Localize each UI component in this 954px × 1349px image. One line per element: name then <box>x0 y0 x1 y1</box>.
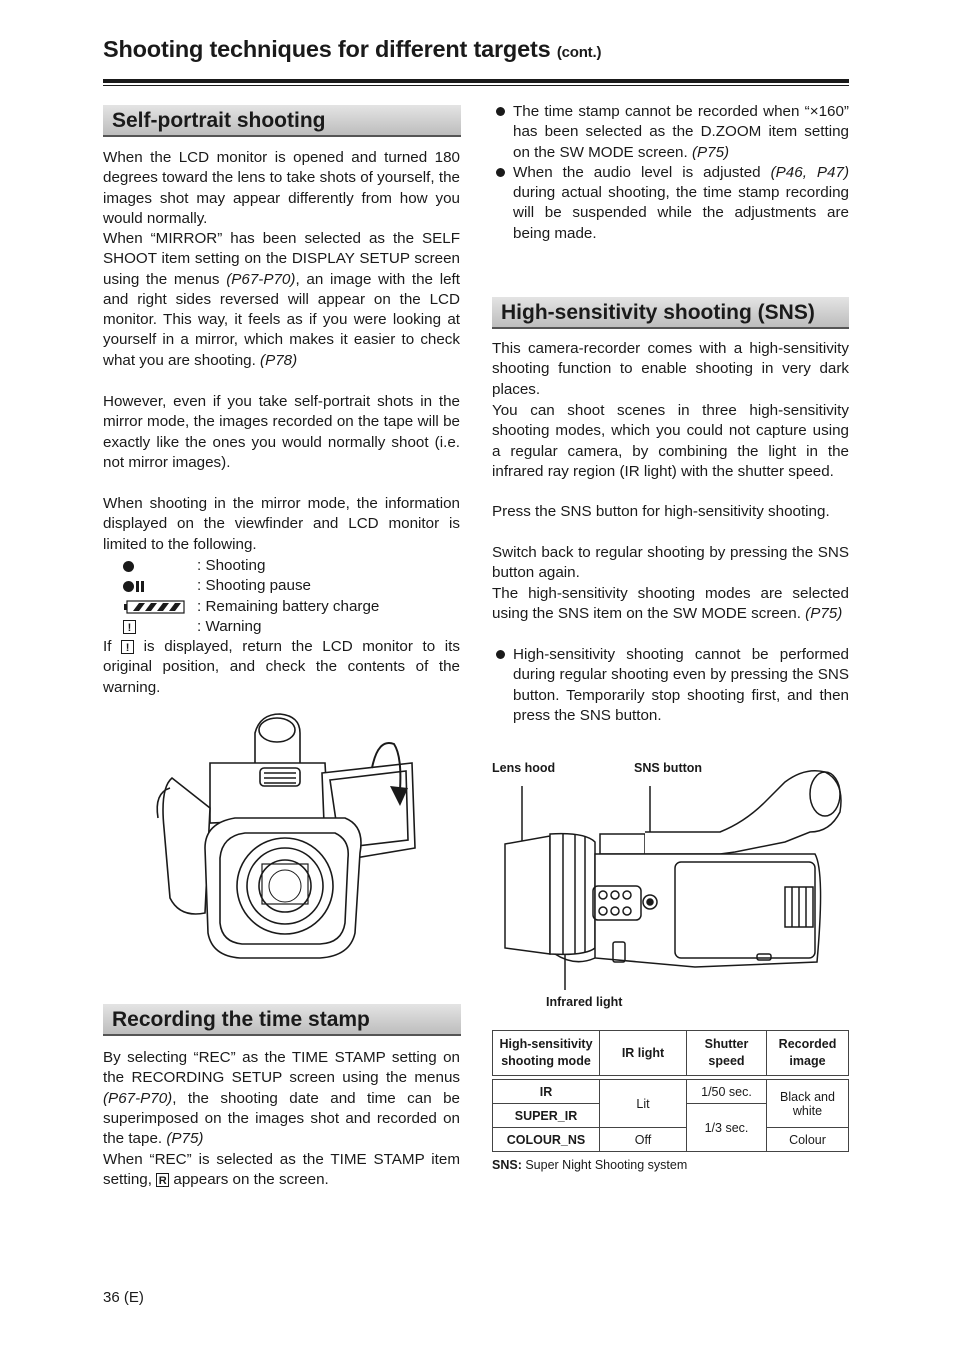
cell-image: Black and white <box>767 1080 849 1128</box>
p2-text-b: , an image with the left and right sides reversed will appear on the LCD monitor. This way, it feels as if you were looking at yourself in a mirror, which makes it easier to check what you are shooting. <box>103 270 460 369</box>
time-stamp-bullets <box>492 102 849 244</box>
self-portrait-paragraph-3: However, even if you take self-portrait shots in the mirror mode, the images recorded on the tape will be exactly like the ones you would normally shoot (i.e. not mirror images). <box>103 393 460 471</box>
col-header-shutter: Shutter speed <box>687 1031 767 1076</box>
cell-mode: SUPER_IR <box>493 1104 600 1128</box>
table-row <box>493 1128 849 1152</box>
ts-bullet2-page-ref: (P46, P47) <box>770 163 849 181</box>
icon-label-pause: : Shooting pause <box>197 577 311 595</box>
self-portrait-paragraph-4: When shooting in the mirror mode, the information displayed on the viewfinder and LCD monitor is limited to the following. <box>103 495 460 553</box>
pause-icon <box>123 581 197 592</box>
icon-row-warning <box>123 617 379 637</box>
p5-text-a: If <box>103 638 122 655</box>
camera-lcd-rotated-illustration <box>150 708 430 978</box>
time-stamp-paragraph-1 <box>103 1048 460 1149</box>
ts-p1-page-ref-2: (P75) <box>166 1130 204 1148</box>
sns-footnote <box>492 1158 687 1172</box>
cell-image: Colour <box>767 1128 849 1152</box>
ts-p2-text-a: When “REC” is selected as the TIME STAMP item setting, <box>103 1151 460 1189</box>
self-portrait-paragraph-2 <box>103 229 460 371</box>
self-portrait-paragraph-5 <box>103 637 460 698</box>
icon-row-shooting <box>123 556 379 576</box>
col-header-image: Recorded image <box>767 1031 849 1076</box>
self-portrait-paragraph-1: When the LCD monitor is opened and turned 180 degrees toward the lens to take shots of yourself, the images shot may appear differently from how you would normally. <box>103 149 460 227</box>
page-title <box>103 36 601 63</box>
p5-text-b: is displayed, return the LCD monitor to its original position, and check the contents of the warning. <box>103 638 460 696</box>
cell-ir-light: Lit <box>600 1080 687 1128</box>
ts-bullet1-text: The time stamp cannot be recorded when “×160” has been selected as the D.ZOOM item setting on the SW MODE screen. <box>513 103 849 161</box>
table-row <box>493 1080 849 1104</box>
ts-p1-text-a: By selecting “REC” as the TIME STAMP setting on the RECORDING SETUP screen using the menus <box>103 1049 460 1087</box>
time-stamp-bullet-1 <box>492 102 849 163</box>
col-header-mode: High-sensitivity shooting mode <box>493 1031 600 1076</box>
sns-paragraph-3: Press the SNS button for high-sensitivity shooting. <box>492 503 830 520</box>
sns-p5-page-ref: (P75) <box>805 605 843 623</box>
icon-row-pause <box>123 576 379 596</box>
sns-bullets <box>492 645 849 726</box>
self-portrait-heading: Self-portrait shooting <box>103 105 461 137</box>
ts-bullet1-page-ref: (P75) <box>691 143 730 161</box>
footnote-text: Super Night Shooting system <box>521 1158 688 1172</box>
sns-paragraph-4: Switch back to regular shooting by pressing the SNS button again. <box>492 544 849 582</box>
sns-button-label: SNS button <box>634 761 703 775</box>
sns-paragraph-5 <box>492 584 849 625</box>
sns-bullet1-text: High-sensitivity shooting cannot be performed during regular shooting even by pressing the SNS button. Temporarily stop shooting first, and then press the SNS button. <box>513 646 849 724</box>
ts-p1-page-ref: (P67-P70) <box>103 1089 173 1107</box>
ts-p1-text-b: , the shooting date and time can be superimposed on the images shot and recorded on the tape. <box>103 1089 460 1148</box>
title-rule-thin <box>103 85 849 86</box>
bullet-dot-icon <box>496 168 505 177</box>
ts-p2-text-b: appears on the screen. <box>169 1171 329 1189</box>
icon-label-battery: : Remaining battery charge <box>197 597 380 615</box>
cell-shutter: 1/3 sec. <box>687 1104 767 1152</box>
title-rule <box>103 79 849 83</box>
p2-page-ref: (P67-P70) <box>226 270 296 288</box>
ts-bullet2-text-b: during actual shooting, the time stamp recording will be suspended while the adjustments are being made. <box>513 184 849 242</box>
cell-mode: IR <box>493 1080 600 1104</box>
sns-mode-table <box>492 1030 849 1152</box>
footnote-label: SNS: <box>492 1158 522 1172</box>
record-dot-icon <box>123 561 197 572</box>
sns-paragraph-2: You can shoot scenes in three high-sensitivity shooting modes, which you could not capture using a regular camera, by combining the light in the infrared ray region (IR light) with the shutter speed. <box>492 402 849 480</box>
sns-bullet-1 <box>492 645 849 726</box>
warning-glyph: ! <box>123 620 136 634</box>
sns-heading: High-sensitivity shooting (SNS) <box>492 297 849 329</box>
infrared-light-label: Infrared light <box>546 995 623 1009</box>
camera-side-illustration <box>495 762 855 992</box>
page-title-text: Shooting techniques for different targets <box>103 36 551 62</box>
page-title-suffix: (cont.) <box>556 44 602 61</box>
rec-stamp-icon: R <box>156 1173 169 1187</box>
cell-ir-light: Off <box>600 1128 687 1152</box>
bullet-dot-icon <box>496 650 505 659</box>
warning-inline-icon: ! <box>121 640 134 654</box>
time-stamp-heading: Recording the time stamp <box>103 1004 461 1036</box>
bullet-dot-icon <box>496 107 505 116</box>
lens-hood-label: Lens hood <box>492 761 556 775</box>
icon-label-shooting: : Shooting <box>197 557 266 574</box>
cell-mode: COLOUR_NS <box>493 1128 600 1152</box>
mirror-mode-icon-list <box>123 556 379 637</box>
col-header-ir-light: IR light <box>600 1031 687 1076</box>
icon-label-warning: : Warning <box>197 617 262 635</box>
p2-page-ref-2: (P78) <box>260 351 298 369</box>
p2-text-a: When “MIRROR” has been selected as the SELF SHOOT item setting on the DISPLAY SETUP screen using the menus <box>103 230 460 288</box>
sns-paragraph-1: This camera-recorder comes with a high-sensitivity shooting function to enable shooting in very dark places. <box>492 340 849 398</box>
warning-box-icon <box>123 620 197 634</box>
time-stamp-bullet-2 <box>492 163 849 244</box>
sns-p5-text: The high-sensitivity shooting modes are selected using the SNS item on the SW MODE screen. <box>492 585 849 623</box>
time-stamp-paragraph-2 <box>103 1150 460 1191</box>
cell-shutter: 1/50 sec. <box>687 1080 767 1104</box>
battery-icon <box>123 600 197 614</box>
icon-row-battery <box>123 597 379 617</box>
table-header-row <box>493 1031 849 1076</box>
ts-bullet2-text-a: When the audio level is adjusted <box>513 163 771 181</box>
page-number: 36 (E) <box>103 1289 144 1306</box>
